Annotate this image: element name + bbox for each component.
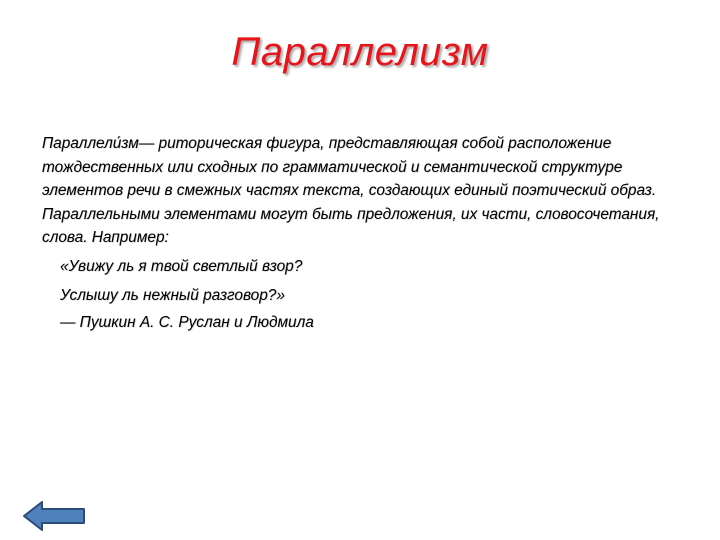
quote-line-2: Услышу ль нежный разговор?»: [60, 287, 285, 304]
slide-title: Параллелизм: [231, 30, 489, 74]
back-button[interactable]: [22, 500, 86, 532]
quote-line-1: «Увижу ль я твой светлый взор?: [60, 258, 303, 275]
quote-attribution: — Пушкин А. С. Руслан и Людмила: [60, 314, 314, 331]
definition-paragraph: Параллели́зм— риторическая фигура, представляющая собой расположение тождественных или сходных по грамматической и семантической структуре элементов речи в смежных частях текста, создающих единый поэтический образ. Параллельными элементами могут быть предложения, их части, словосочетания, слова. Например:: [42, 135, 660, 246]
left-arrow-icon: [22, 500, 86, 532]
